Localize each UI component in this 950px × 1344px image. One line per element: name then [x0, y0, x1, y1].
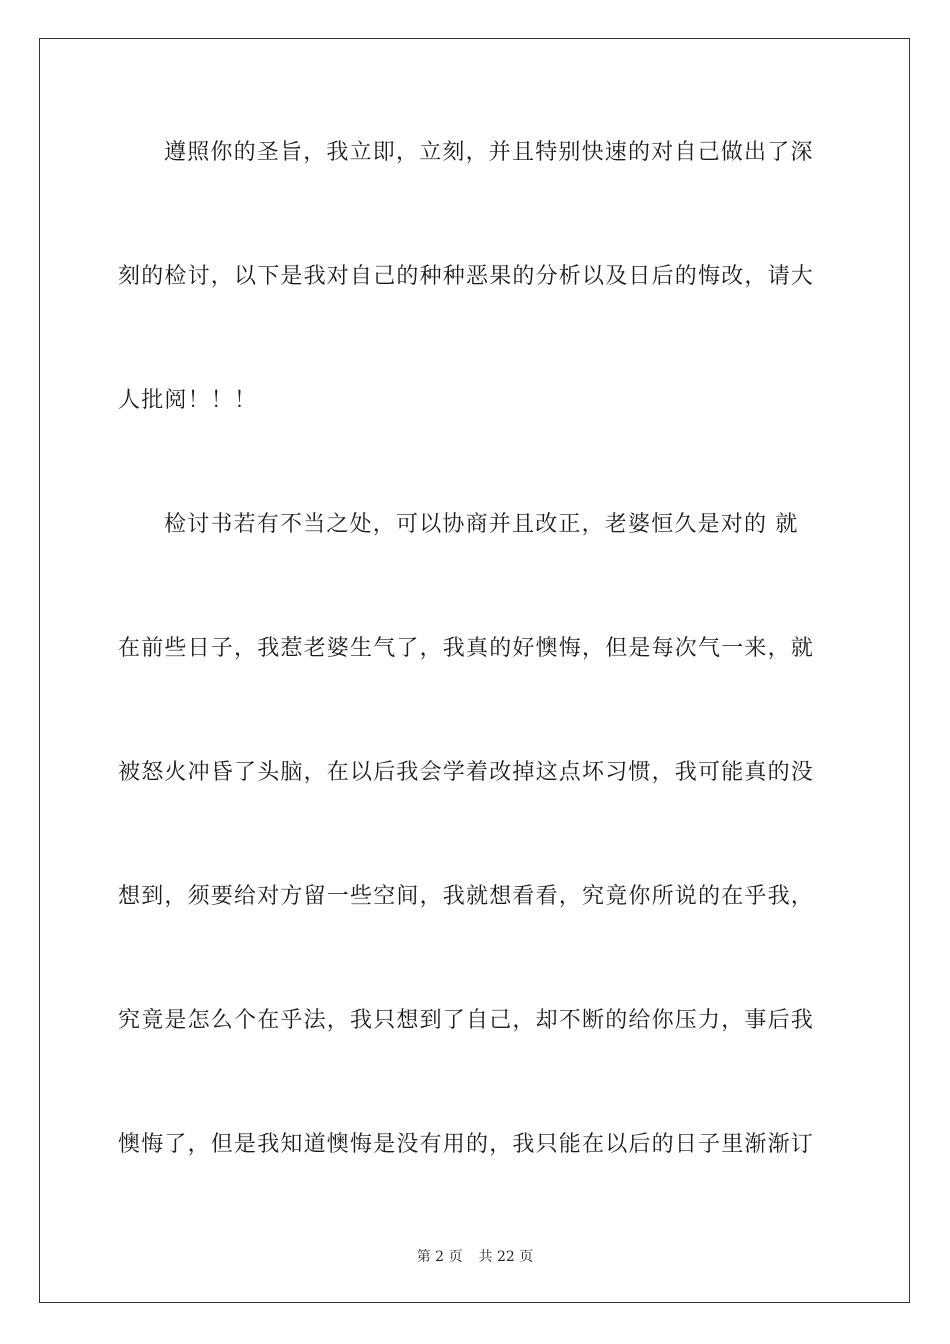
paragraph-2-line-3: 被怒火冲昏了头脑，在以后我会学着改掉这点坏习惯，我可能真的没 — [118, 760, 815, 785]
page-footer — [0, 1247, 950, 1267]
page-total: 共 22 页 — [478, 1249, 534, 1265]
paragraph-1-line-1: 遵照你的圣旨，我立即，立刻，并且特别快速的对自己做出了深 — [164, 140, 814, 165]
paragraph-1-line-3: 人批阅！！！ — [118, 388, 258, 413]
paragraph-1-line-2: 刻的检讨，以下是我对自己的种种恶果的分析以及日后的悔改，请大 — [118, 264, 815, 289]
paragraph-2-line-6: 懊悔了，但是我知道懊悔是没有用的，我只能在以后的日子里渐渐订 — [118, 1132, 815, 1157]
paragraph-2-line-2: 在前些日子，我惹老婆生气了，我真的好懊悔，但是每次气一来，就 — [118, 636, 815, 661]
page-border — [39, 38, 910, 1303]
paragraph-2-line-4: 想到，须要给对方留一些空间，我就想看看，究竟你所说的在乎我， — [118, 884, 815, 909]
page-number: 第 2 页 — [416, 1249, 463, 1265]
paragraph-2-line-1: 检讨书若有不当之处，可以协商并且改正，老婆恒久是对的 就 — [164, 512, 799, 537]
paragraph-2-line-5: 究竟是怎么个在乎法，我只想到了自己，却不断的给你压力，事后我 — [118, 1008, 815, 1033]
